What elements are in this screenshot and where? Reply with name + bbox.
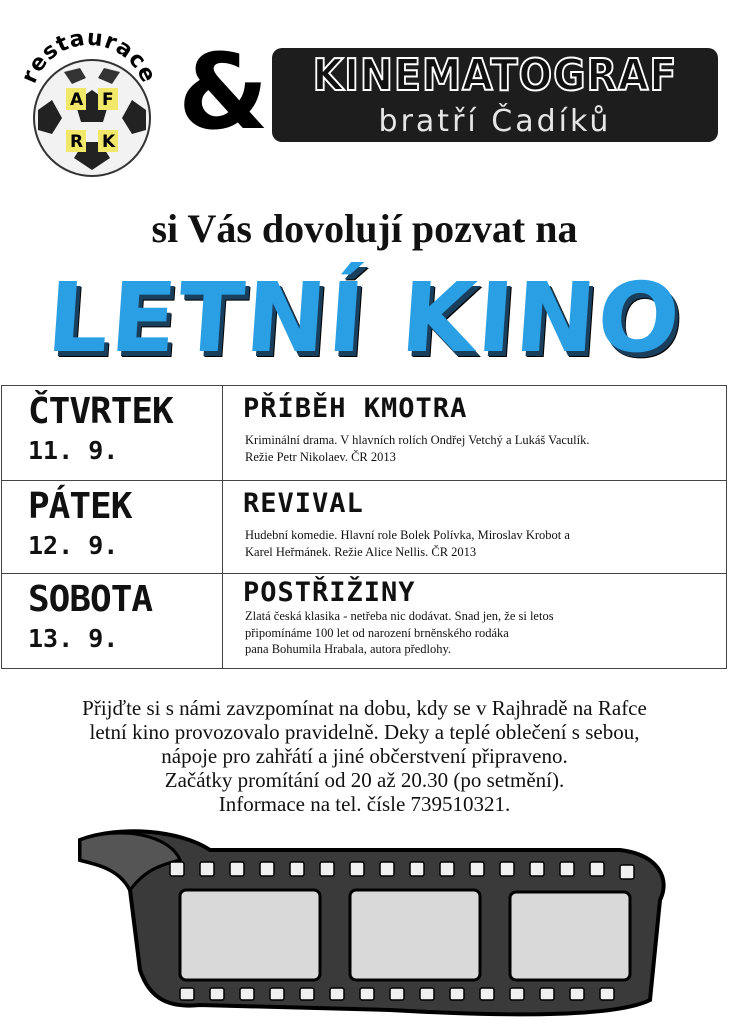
day-name: SOBOTA [28, 579, 153, 620]
ampersand: & [178, 31, 269, 153]
day-cell [2, 481, 223, 574]
film-desc-line: Režie Petr Nikolaev. ČR 2013 [245, 449, 396, 464]
film-description [223, 608, 685, 659]
film-title: PŘÍBĚH KMOTRA [243, 393, 468, 424]
logo-letter-k: K [102, 132, 116, 152]
schedule-row [2, 574, 727, 669]
film-desc-line: Kriminální drama. V hlavních rolích Ondřej Vetchý a Lukáš Vaculík. [245, 432, 590, 447]
paragraph-line: letní kino provozovalo pravidelně. Deky a teplé oblečení s sebou, [89, 720, 640, 744]
film-description [223, 424, 685, 466]
cinema-subtitle: bratří Čadíků [378, 104, 612, 139]
svg-text:restaurace: restaurace [16, 30, 161, 88]
film-cell [223, 574, 727, 669]
day-date: 12. 9. [28, 530, 119, 560]
paragraph-line: Přijďte si s námi zavzpomínat na dobu, kdy se v Rajhradě na Rafce [82, 696, 647, 720]
restaurant-logo [14, 30, 164, 180]
schedule-row [2, 481, 727, 574]
film-cell [223, 386, 727, 481]
headline-letni-kino: LETNÍ KINO [43, 262, 686, 374]
paragraph-line: Informace na tel. čísle 739510321. [218, 792, 511, 816]
film-desc-line: připomínáme 100 let od narození brněnského rodáka [245, 625, 509, 640]
day-name: ČTVRTEK [28, 391, 173, 432]
day-cell [2, 386, 223, 481]
film-desc-line: Hudební komedie. Hlavní role Bolek Polívka, Miroslav Krobot a [245, 527, 570, 542]
day-date: 11. 9. [28, 435, 119, 465]
cinema-title: KINEMATOGRAF [312, 50, 678, 101]
film-desc-line: pana Bohumila Hrabala, autora předlohy. [245, 642, 452, 657]
logo-letter-a: A [70, 90, 84, 110]
schedule-row [2, 386, 727, 481]
info-paragraph [0, 696, 729, 816]
film-title: REVIVAL [243, 488, 364, 519]
film-description [223, 519, 685, 561]
invitation-text: si Vás dovolují pozvat na [151, 206, 578, 251]
schedule-table [1, 385, 727, 669]
day-name: PÁTEK [28, 486, 132, 527]
day-cell [2, 574, 223, 669]
film-cell [223, 481, 727, 574]
film-desc-line: Karel Heřmánek. Režie Alice Nellis. ČR 2013 [245, 544, 477, 559]
paragraph-line: nápoje pro zahřátí a jiné občerstvení připraveno. [161, 744, 568, 768]
film-reel-icon [60, 820, 690, 1020]
logo-letter-r: R [70, 132, 84, 152]
logo-letter-f: F [102, 90, 114, 110]
film-title: POSTŘIŽINY [243, 577, 416, 608]
day-date: 13. 9. [28, 623, 119, 653]
film-desc-line: Zlatá česká klasika - netřeba nic dodávat. Snad jen, že si letos [245, 608, 554, 623]
paragraph-line: Začátky promítání od 20 až 20.30 (po setmění). [164, 768, 565, 792]
